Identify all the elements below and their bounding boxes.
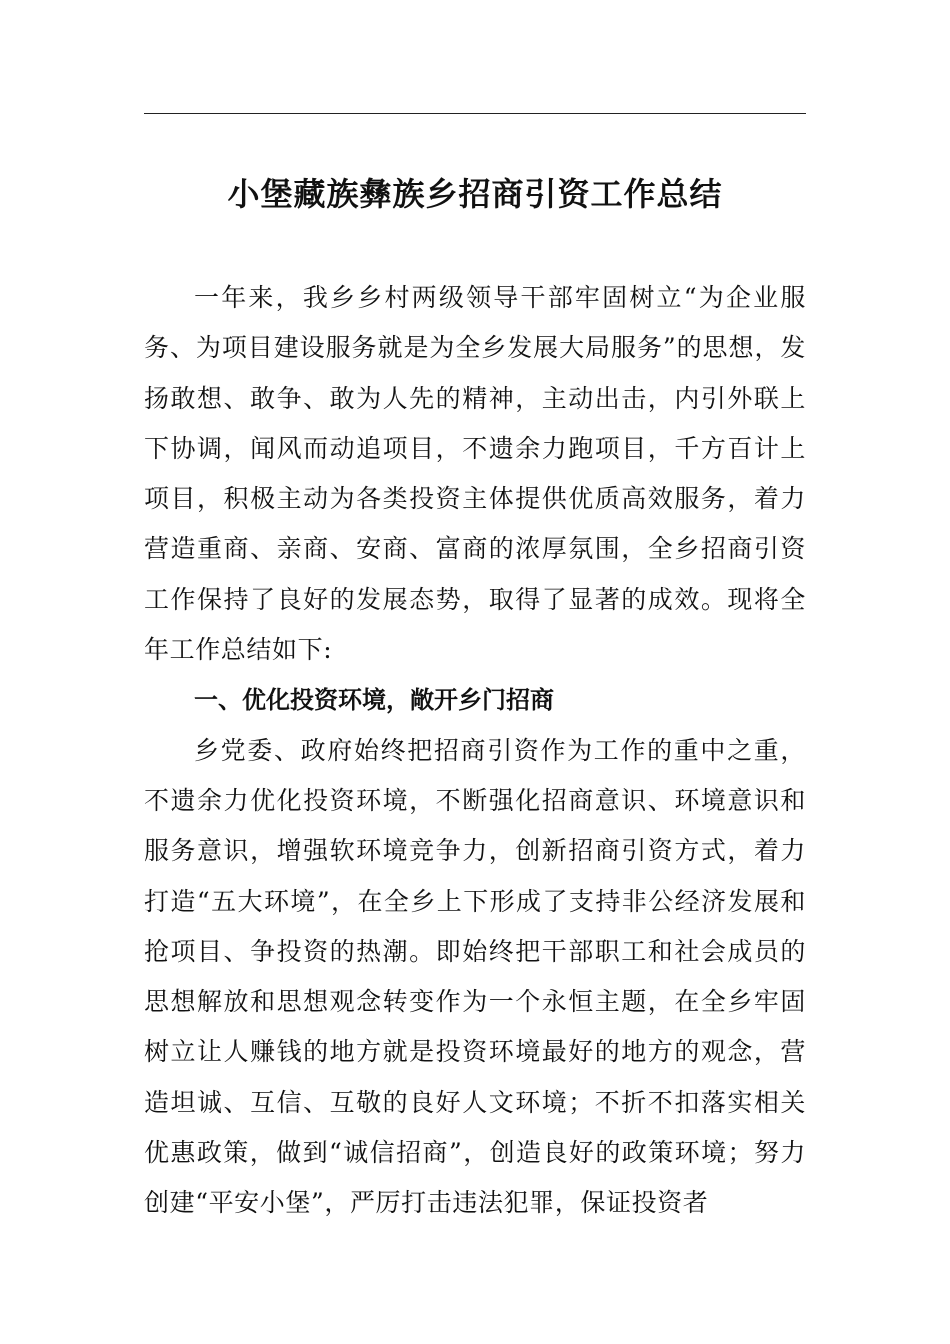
document-body [144, 273, 806, 1229]
section-1-paragraph: 乡党委、政府始终把招商引资作为工作的重中之重，不遗余力优化投资环境，不断强化招商意识、环境意识和服务意识，增强软环境竞争力，创新招商引资方式，着力打造“五大环境”，在全乡上下形成了支持非公经济发展和抢项目、争投资的热潮。即始终把干部职工和社会成员的思想解放和思想观念转变作为一个永恒主题，在全乡牢固树立让人赚钱的地方就是投资环境最好的地方的观念，营造坦诚、互信、互敬的良好人文环境；不折不扣落实相关优惠政策，做到“诚信招商”，创造良好的政策环境；努力创建“平安小堡”，严厉打击违法犯罪，保证投资者 [144, 735, 806, 1218]
document-title: 小堡藏族彝族乡招商引资工作总结 [227, 175, 723, 213]
section-1-heading: 一、优化投资环境，敞开乡门招商 [194, 686, 554, 715]
header-rule [144, 113, 806, 114]
intro-paragraph: 一年来，我乡乡村两级领导干部牢固树立“为企业服务、为项目建设服务就是为全乡发展大局服务”的思想，发扬敢想、敢争、敢为人先的精神，主动出击，内引外联上下协调，闻风而动追项目，不遗余力跑项目，千方百计上项目，积极主动为各类投资主体提供优质高效服务，着力营造重商、亲商、安商、富商的浓厚氛围，全乡招商引资工作保持了良好的发展态势，取得了显著的成效。现将全年工作总结如下: [144, 283, 806, 665]
